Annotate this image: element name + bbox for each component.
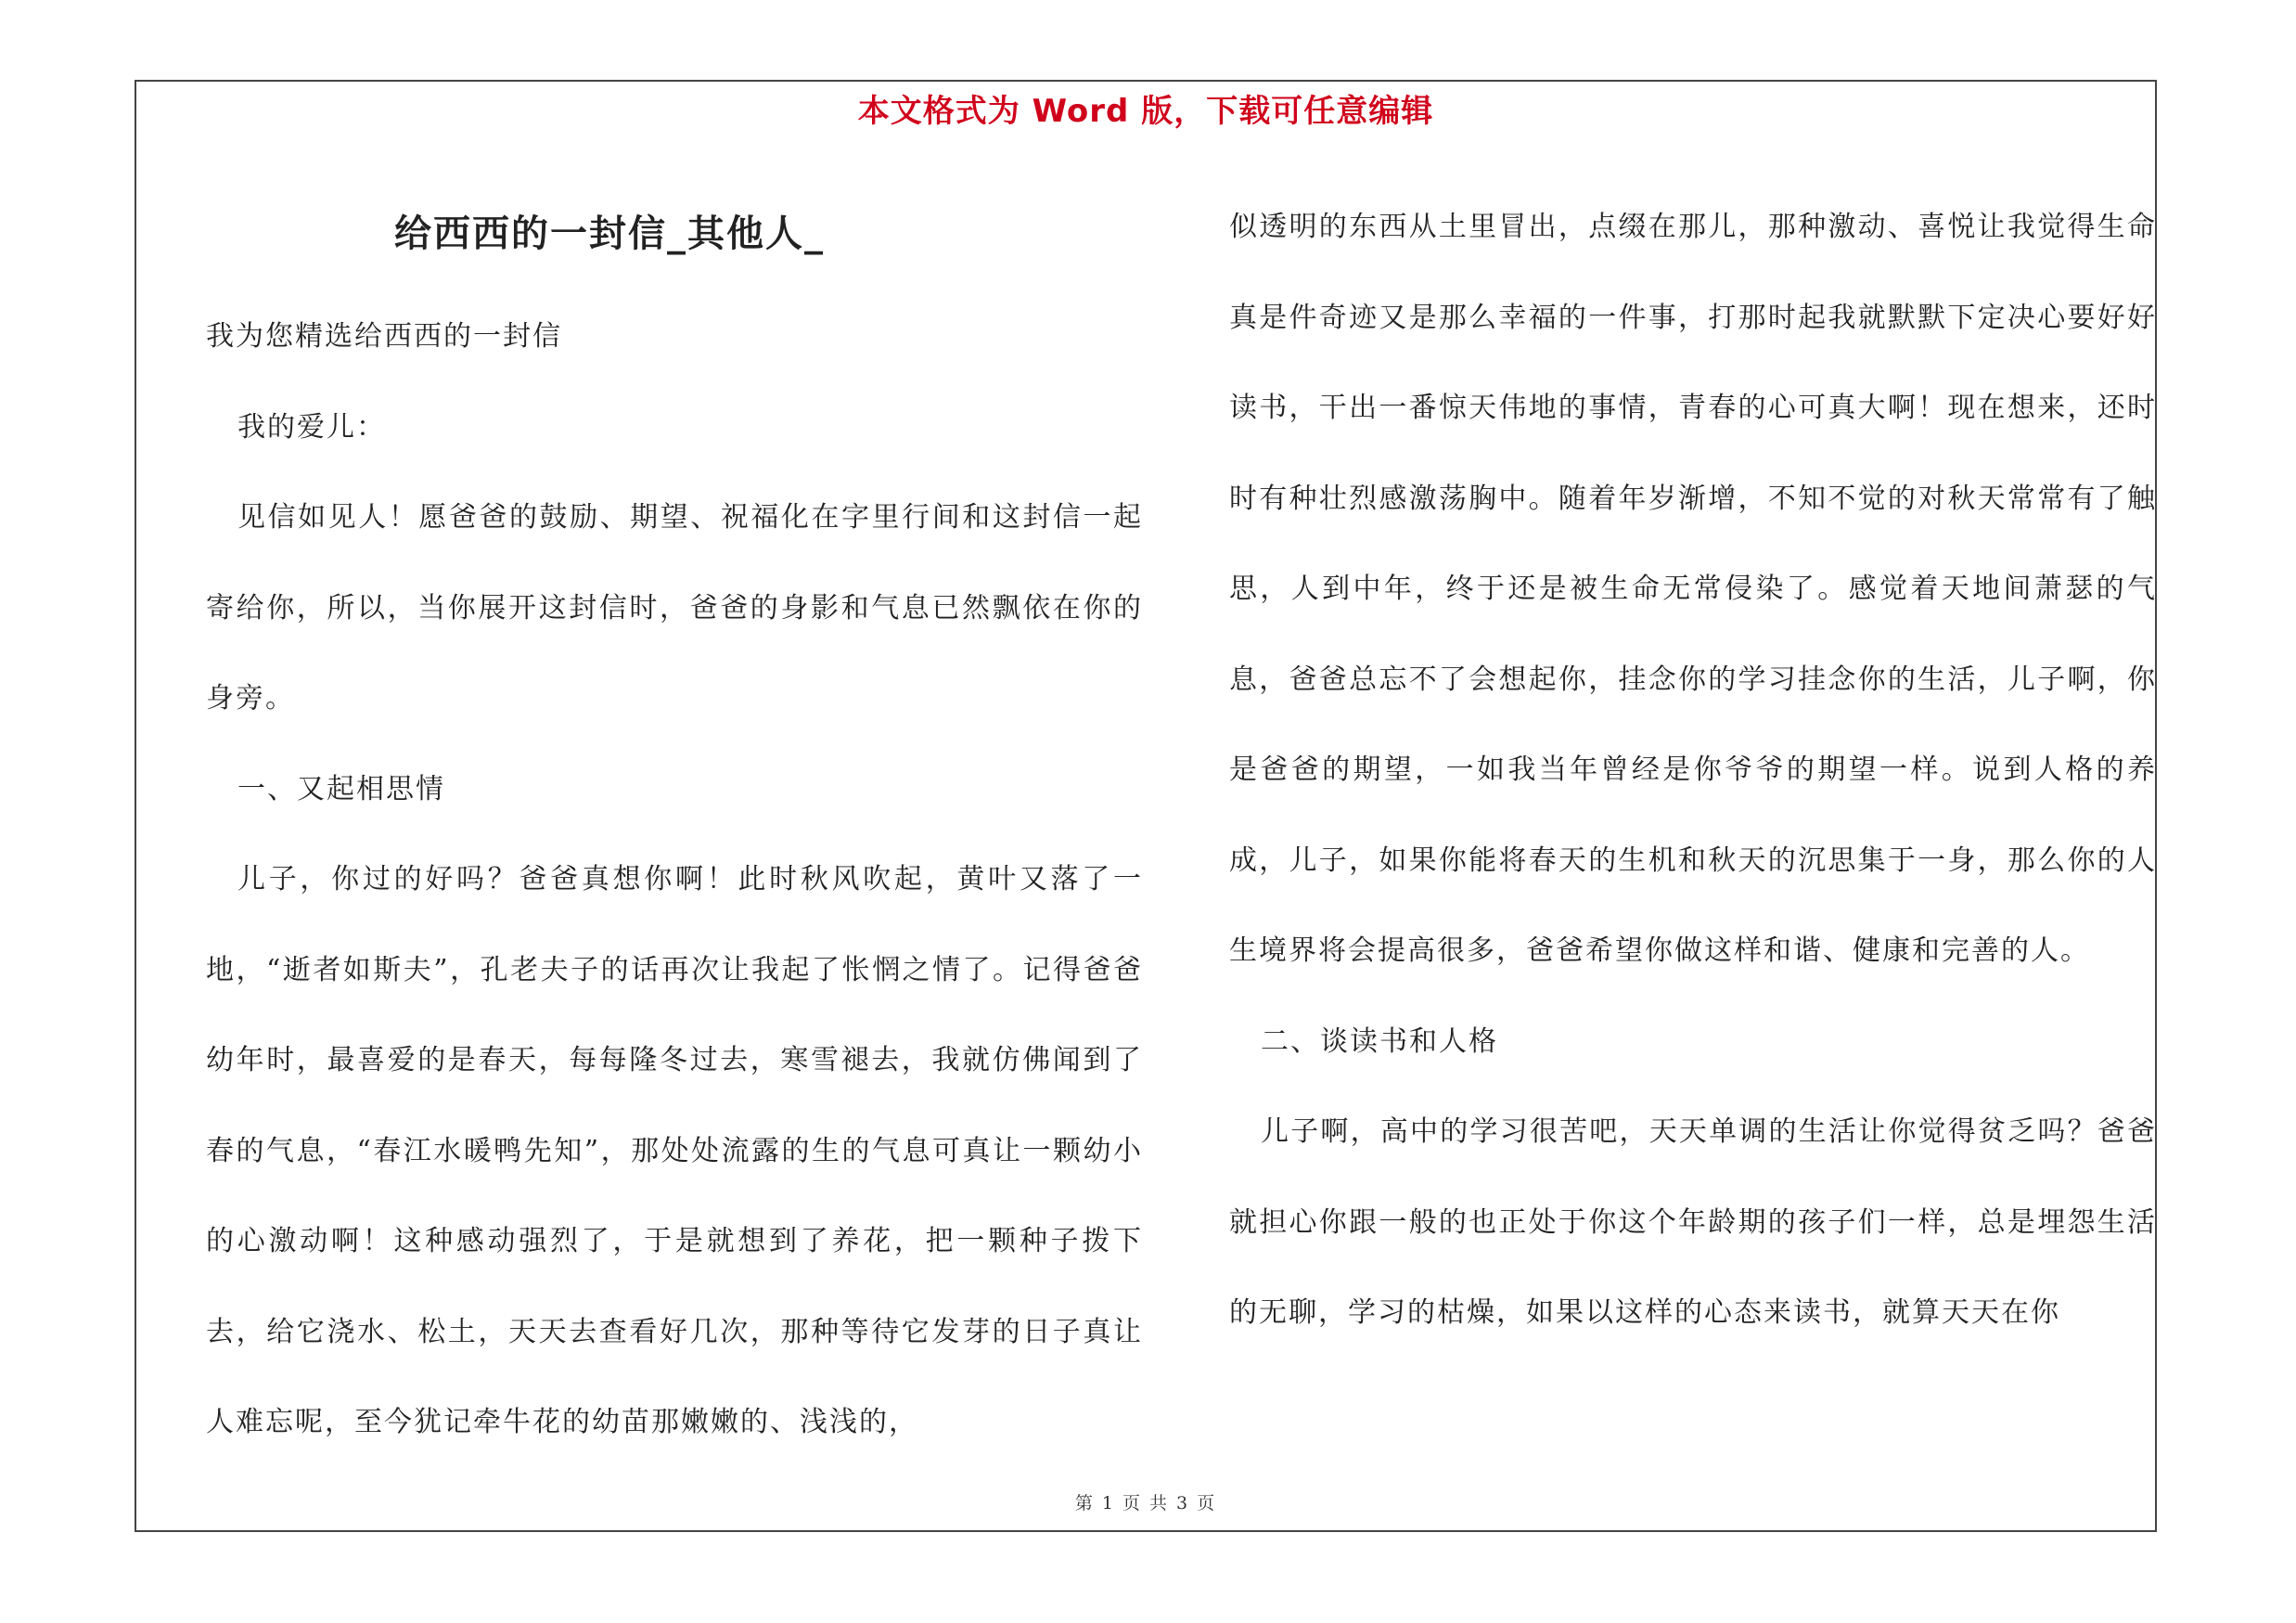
right-column <box>1229 182 2157 1359</box>
paragraph-body-1: 儿子，你过的好吗？爸爸真想你啊！此时秋风吹起，黄叶又落了一地，“逝者如斯夫”，孔老夫子的话再次让我起了怅惘之情了。记得爸爸幼年时，最喜爱的是春天，每每隆冬过去，寒雪褪去，我就仿佛闻到了春的气息，“春江水暖鸭先知”，那处处流露的生的气息可真让一颗幼小的心激动啊！这种感动强烈了，于是就想到了养花，把一颗种子拨下去，给它浇水、松土，天天去查看好几次，那种等待它发芽的日子真让人难忘呢，至今犹记牵牛花的幼苗那嫩嫩的、浅浅的， <box>206 863 1143 1438</box>
section-heading-1: 一、又起相思情 <box>237 772 445 805</box>
format-banner: 本文格式为 Word 版，下载可任意编辑 <box>857 93 1434 130</box>
paragraph-intro: 我为您精选给西西的一封信 <box>206 320 562 353</box>
document-title: 给西西的一封信_其他人_ <box>394 212 825 255</box>
page-footer: 第 1 页 共 3 页 <box>1074 1493 1217 1514</box>
paragraph-body-1-continued: 似透明的东西从土里冒出，点缀在那儿，那种激动、喜悦让我觉得生命真是件奇迹又是那么幸福的一件事，打那时起我就默默下定决心要好好读书，干出一番惊天伟地的事情，青春的心可真大啊！现在想来，还时时有种壮烈感激荡胸中。随着年岁渐增，不知不觉的对秋天常常有了触思，人到中年，终于还是被生命无常侵染了。感觉着天地间萧瑟的气息，爸爸总忘不了会想起你，挂念你的学习挂念你的生活，儿子啊，你是爸爸的期望，一如我当年曾经是你爷爷的期望一样。说到人格的养成，儿子，如果你能将春天的生机和秋天的沉思集于一身，那么你的人生境界将会提高很多，爸爸希望你做这样和谐、健康和完善的人。 <box>1229 211 2157 967</box>
paragraph-body-2: 儿子啊，高中的学习很苦吧，天天单调的生活让你觉得贫乏吗？爸爸就担心你跟一般的也正处于你这个年龄期的孩子们一样，总是埋怨生活的无聊，学习的枯燥，如果以这样的心态来读书，就算天天在你 <box>1229 1115 2157 1329</box>
left-column <box>206 176 1143 1468</box>
paragraph-opening: 见信如见人！愿爸爸的鼓励、期望、祝福化在字里行间和这封信一起寄给你，所以，当你展开这封信时，爸爸的身影和气息已然飘依在你的身旁。 <box>206 501 1143 715</box>
section-heading-2: 二、谈读书和人格 <box>1261 1024 1498 1058</box>
paragraph-salutation: 我的爱儿： <box>237 410 386 444</box>
